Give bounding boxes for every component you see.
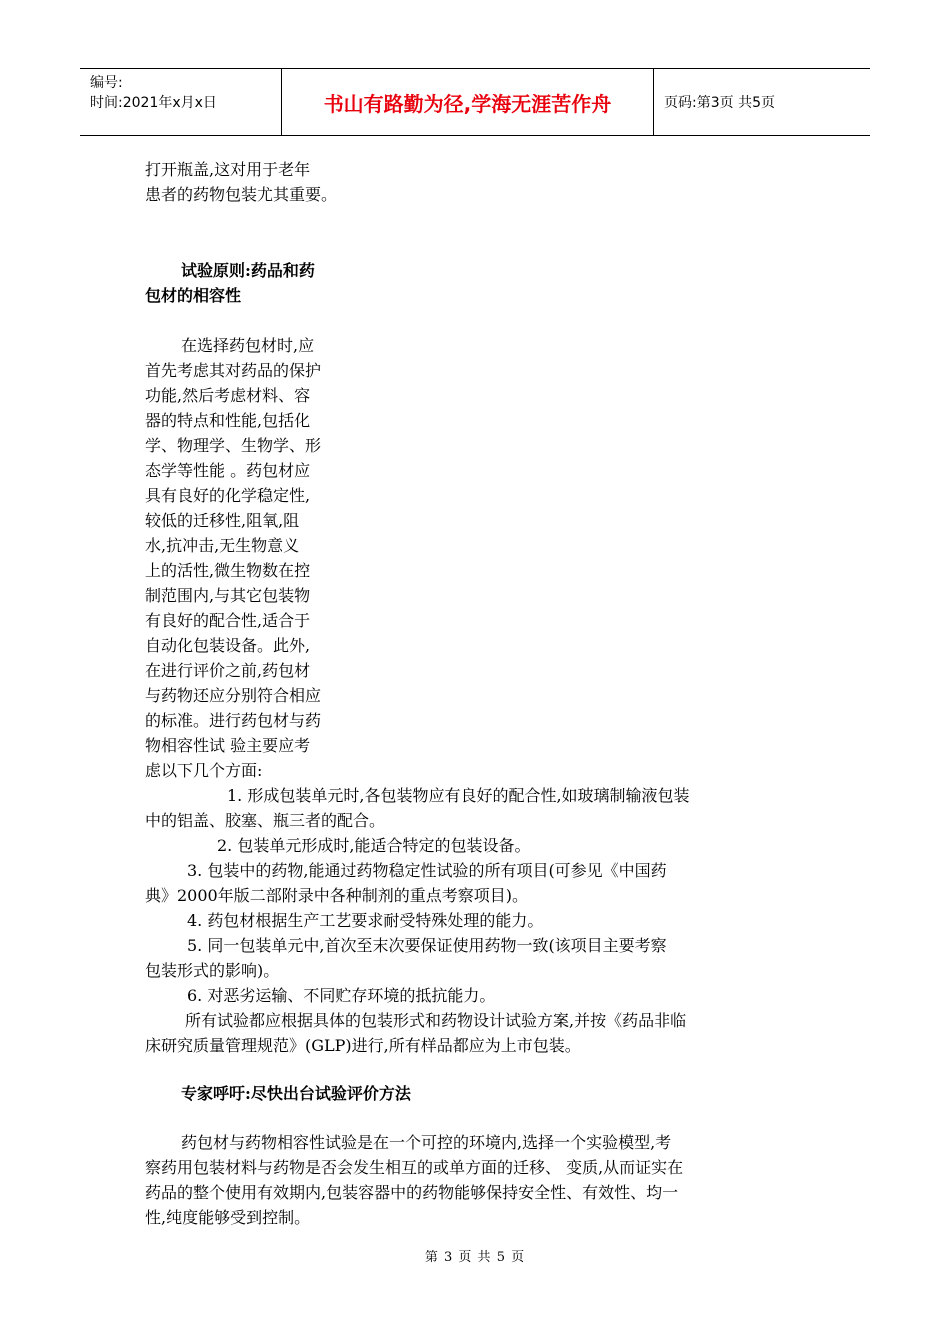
closing-line: 床研究质量管理规范》(GLP)进行,所有样品都应为上市包装。 — [145, 1036, 581, 1055]
page-header — [80, 68, 870, 136]
paragraph-line: 首先考虑其对药品的保护 — [145, 361, 322, 380]
intro-line: 患者的药物包装尤其重要。 — [145, 185, 338, 204]
document-number: 编号: — [90, 75, 123, 91]
paragraph-line: 器的特点和性能,包括化 — [145, 411, 311, 430]
principles-paragraph — [145, 333, 360, 783]
header-motto: 书山有路勤为径,学海无涯苦作舟 — [282, 69, 654, 135]
closing-line: 所有试验都应根据具体的包装形式和药物设计试验方案,并按《药品非临 — [185, 1011, 687, 1030]
paragraph-line: 上的活性,微生物数在控 — [145, 561, 311, 580]
paragraph-line: 学、物理学、生物学、形 — [145, 436, 322, 455]
paragraph-line: 水,抗冲击,无生物意义 — [145, 536, 300, 555]
section-heading-principles — [145, 258, 360, 308]
paragraph-line: 较低的迁移性,阻氧,阻 — [145, 511, 300, 530]
paragraph-line: 有良好的配合性,适合于 — [145, 611, 311, 630]
paragraph-line: 虑以下几个方面: — [145, 761, 263, 780]
paragraph-line: 在进行评价之前,药包材 — [145, 661, 311, 680]
paragraph-line: 物相容性试 验主要应考 — [145, 736, 311, 755]
section-heading-expert: 专家呼吁:尽快出台试验评价方法 — [181, 1084, 411, 1103]
paragraph-line: 制范围内,与其它包装物 — [145, 586, 311, 605]
list-item: 5. 同一包装单元中,首次至末次要保证使用药物一致(该项目主要考察 — [187, 936, 667, 955]
paragraph-line: 态学等性能 。药包材应 — [145, 461, 311, 480]
list-item: 3. 包装中的药物,能通过药物稳定性试验的所有项目(可参见《中国药 — [187, 861, 667, 880]
list-item: 包装形式的影响)。 — [145, 961, 280, 980]
intro-line: 打开瓶盖,这对用于老年 — [145, 160, 311, 179]
paragraph-line: 具有良好的化学稳定性, — [145, 486, 311, 505]
paragraph-line: 药包材与药物相容性试验是在一个可控的环境内,选择一个实验模型,考 — [181, 1133, 672, 1152]
paragraph-line: 的标准。进行药包材与药 — [145, 711, 322, 730]
list-item: 4. 药包材根据生产工艺要求耐受特殊处理的能力。 — [187, 911, 544, 930]
paragraph-line: 自动化包装设备。此外, — [145, 636, 311, 655]
list-item: 2. 包装单元形成时,能适合特定的包装设备。 — [217, 836, 531, 855]
document-date: 时间:2021年x月x日 — [90, 95, 217, 111]
list-item: 中的铝盖、胶塞、瓶三者的配合。 — [145, 811, 386, 830]
requirements-list — [145, 783, 810, 1058]
list-item: 1. 形成包装单元时,各包装物应有良好的配合性,如玻璃制输液包装 — [227, 786, 690, 805]
paragraph-line: 药品的整个使用有效期内,包装容器中的药物能够保持安全性、有效性、均一 — [145, 1183, 679, 1202]
list-item: 典》2000年版二部附录中各种制剂的重点考察项目)。 — [145, 886, 528, 905]
paragraph-line: 在选择药包材时,应 — [181, 336, 315, 355]
paragraph-line: 性,纯度能够受到控制。 — [145, 1208, 311, 1227]
heading-line: 试验原则:药品和药 — [181, 261, 315, 280]
paragraph-line: 与药物还应分别符合相应 — [145, 686, 322, 705]
expert-paragraph — [145, 1130, 810, 1230]
header-page-number: 页码:第3页 共5页 — [664, 95, 775, 111]
page-footer: 第 3 页 共 5 页 — [424, 1250, 526, 1265]
intro-text — [145, 157, 360, 207]
list-item: 6. 对恶劣运输、不同贮存环境的抵抗能力。 — [187, 986, 496, 1005]
header-meta — [80, 69, 282, 135]
paragraph-line: 功能,然后考虑材料、容 — [145, 386, 311, 405]
paragraph-line: 察药用包装材料与药物是否会发生相互的或单方面的迁移、 变质,从而证实在 — [145, 1158, 684, 1177]
heading-line: 包材的相容性 — [145, 286, 242, 305]
